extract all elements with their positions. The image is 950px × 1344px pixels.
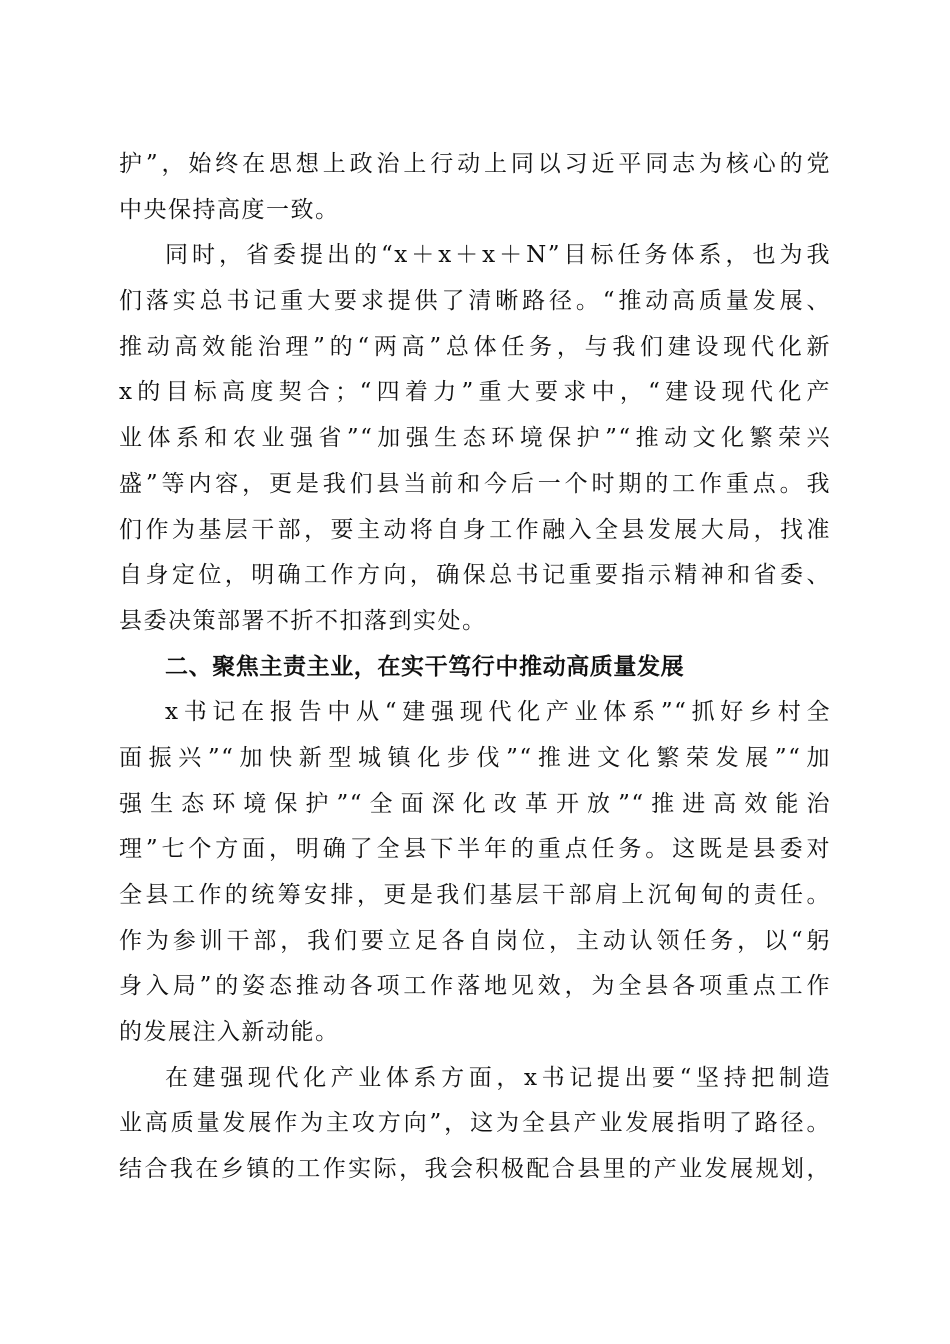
text-line: 理”七个方面，明确了全县下半年的重点任务。这既是县委对 [119,836,831,863]
text-line: x书记在报告中从“建强现代化产业体系”“抓好乡村全 [165,699,831,726]
section-heading [119,645,831,691]
paragraph [119,233,831,644]
text-line: 业高质量发展作为主攻方向”，这为全县产业发展指明了路径。 [119,1110,831,1137]
text-line: 护”，始终在思想上政治上行动上同以习近平同志为核心的党 [119,151,831,177]
text-line: 面振兴”“加快新型城镇化步伐”“推进文化繁荣发展”“加 [119,744,831,771]
text-line: 全县工作的统筹安排，更是我们基层干部肩上沉甸甸的责任。 [119,882,831,908]
text-line: 作为参训干部，我们要立足各自岗位，主动认领任务，以“躬 [119,927,831,954]
text-line: 们作为基层干部，要主动将自身工作融入全县发展大局，找准 [119,516,831,543]
text-line: 推动高效能治理”的“两高”总体任务，与我们建设现代化新 [119,333,831,360]
text-line: 身入局”的姿态推动各项工作落地见效，为全县各项重点工作 [119,973,831,1000]
text-line: 县委决策部署不折不扣落到实处。 [119,607,487,634]
text-line: 中央保持高度一致。 [119,196,340,223]
paragraph [119,1056,831,1193]
text-line: 盛”等内容，更是我们县当前和今后一个时期的工作重点。我 [119,470,831,497]
text-line: x的目标高度契合；“四着力”重大要求中，“建设现代化产 [119,379,831,406]
document-body [119,142,831,1193]
text-line: 在建强现代化产业体系方面，x书记提出要“坚持把制造 [165,1064,831,1091]
text-line: 结合我在乡镇的工作实际，我会积极配合县里的产业发展规划， [119,1156,831,1183]
text-line: 的发展注入新动能。 [119,1019,340,1046]
text-line: 强生态环境保护”“全面深化改革开放”“推进高效能治 [119,790,831,817]
paragraph [119,142,831,233]
text-line: 们落实总书记重大要求提供了清晰路径。“推动高质量发展、 [119,288,831,315]
text-line: 同时，省委提出的“x＋x＋x＋N”目标任务体系，也为我 [165,242,831,269]
heading-line: 二、聚焦主责主业，在实干笃行中推动高质量发展 [165,653,685,680]
paragraph [119,690,831,1056]
text-line: 自身定位，明确工作方向，确保总书记重要指示精神和省委、 [119,562,831,589]
text-line: 业体系和农业强省”“加强生态环境保护”“推动文化繁荣兴 [119,425,831,452]
